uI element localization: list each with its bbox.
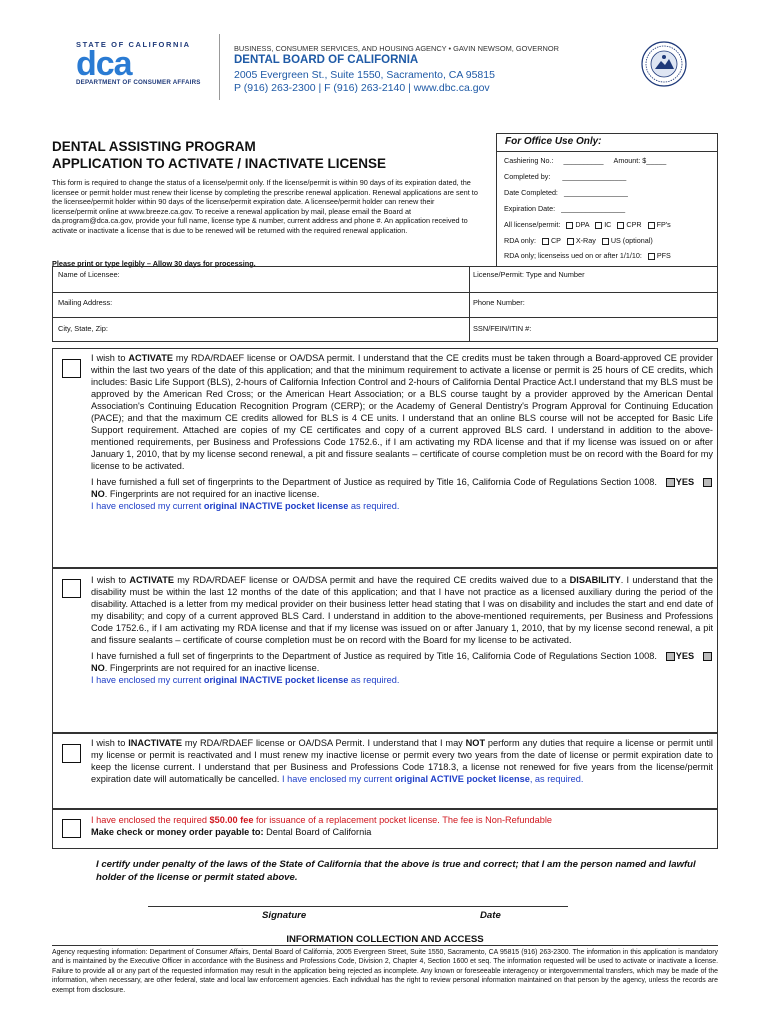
office-use-heading: For Office Use Only: — [497, 134, 717, 152]
title-line-1: DENTAL ASSISTING PROGRAM — [52, 139, 256, 154]
cashiering-label: Cashiering No.: — [504, 156, 554, 165]
cpr-label: CPR — [626, 220, 642, 229]
office-use-box — [496, 133, 718, 266]
pfs-checkbox[interactable] — [648, 253, 655, 260]
opt2-no-label: NO — [91, 663, 105, 673]
info-heading: INFORMATION COLLECTION AND ACCESS — [286, 934, 484, 945]
grid-divider-2 — [53, 317, 717, 318]
inactivate-checkbox[interactable] — [62, 744, 81, 763]
cashiering-blank: __________ — [563, 156, 604, 165]
opt2-enclosed-b: original INACTIVE pocket license — [203, 675, 349, 685]
expiration-date-blank: ________________ — [561, 204, 626, 213]
certification-statement: I certify under penalty of the laws of the State of California that the above is true and correct; that I am the person named and lawful holder of the license or permit stated above. — [96, 859, 696, 883]
opt1-enclosed-b: original INACTIVE pocket license — [203, 501, 349, 511]
completed-by-row — [504, 172, 626, 181]
option-activate-disability — [52, 568, 718, 733]
opt4-payable-label: Make check or money order payable to: — [91, 827, 264, 837]
rda-after-label: RDA only; licenseiss ued on or after 1/1/10: — [504, 251, 642, 260]
us-label: US (optional) — [610, 236, 653, 245]
xray-checkbox[interactable] — [567, 238, 574, 245]
logo-mark: dca — [76, 45, 132, 83]
opt4-text-a: I have enclosed the required — [91, 815, 210, 825]
opt2-activate-word: ACTIVATE — [129, 575, 174, 585]
opt1-fingerprint-text: I have furnished a full set of fingerprints to the Department of Justice as required by Title 16, California Code of Regulations Section 1008. — [91, 477, 657, 487]
name-field[interactable]: Name of Licensee: — [58, 270, 120, 279]
info-text: Agency requesting information: Department of Consumer Affairs, Dental Board of California, 2005 Evergreen Street, Suite 1550, Sacramento, CA 95815 (916) 263-2300. The information in this application is mandatory and is maintained by the Executive Officer in accordance with the Business and Professions Code, Division 2, Chapter 4, Section 1600 et seq. The information requested will be used to activate or inactivate a license. Failure to provide all or any part of the requested information may result in the application being rejected as incomplete. Any known or foreseeable interagency or intergovernmental transfers, which may be made of the information, when necessary, are other federal, state and local law enforcement agencies. Each individual has the right to review personal information maintained on that person by the agency, unless the records are exempt from disclosure. — [52, 949, 718, 994]
option-activate — [52, 348, 718, 568]
print-instruction: Please print or type legibly – Allow 30 days for processing. — [52, 259, 256, 268]
pfs-label: PFS — [656, 251, 671, 260]
cp-label: CP — [550, 236, 561, 245]
cpr-checkbox[interactable] — [617, 222, 624, 229]
licensee-info-grid — [52, 266, 718, 342]
rda-only-label: RDA only: — [504, 236, 536, 245]
opt2-enclosed-a: I have enclosed my current — [91, 675, 204, 685]
opt2-fingerprint-text: I have furnished a full set of fingerprints to the Department of Justice as required by Title 16, California Code of Regulations Section 1008. — [91, 651, 657, 661]
phone-number-field[interactable]: Phone Number: — [473, 298, 525, 307]
opt3-not-word: NOT — [465, 738, 486, 748]
opt3-enclosed-c: , as required. — [529, 774, 584, 784]
board-contact: P (916) 263-2300 | F (916) 263-2140 | www.dbc.ca.gov — [234, 82, 490, 94]
cp-checkbox[interactable] — [542, 238, 549, 245]
fps-checkbox[interactable] — [648, 222, 655, 229]
opt1-yes-checkbox[interactable] — [666, 478, 675, 487]
opt3-text-a: I wish to — [91, 738, 129, 748]
xray-label: X-Ray — [575, 236, 596, 245]
opt2-text-e: . I understand that the disability must be within the last 12 months of the date of this application; and that I have not practice as a licensed auxiliary during the period of the disability. Attached is a letter from my medical provider on their business letter head stating that I was on disability and includes the start and end date of my disability; and copy of a current approved BLS Card. I understand in addition to the above-mentioned requirements, per Business and Professions Code 1752.6., if I am activating my RDA license and that if my license was issued on or after January 1, 2010, that by my license second renewal, a pit and fissure sealants – certificate of course completion must be on record with the Board for my license to be activated. — [91, 575, 713, 645]
fps-label: FP's — [656, 220, 671, 229]
expiration-date-label: Expiration Date: — [504, 204, 556, 213]
signature-line[interactable] — [148, 906, 568, 907]
all-permit-label: All license/permit: — [504, 220, 561, 229]
option-inactivate-text — [91, 737, 713, 789]
opt2-yes-label: YES — [675, 651, 695, 661]
date-completed-row — [504, 188, 628, 197]
option-replacement — [52, 809, 718, 849]
rda-after-row — [504, 251, 671, 260]
opt1-enclosed-c: as required. — [348, 501, 400, 511]
opt1-fingerprint-end: . Fingerprints are not required for an inactive license. — [104, 489, 320, 499]
title-line-2: APPLICATION TO ACTIVATE / INACTIVATE LICENSE — [52, 156, 387, 171]
signature-label: Signature — [262, 910, 307, 921]
opt1-yes-label: YES — [675, 477, 695, 487]
opt3-text-c: my RDA/RDAEF license or OA/DSA Permit. I understand that I may — [181, 738, 466, 748]
date-completed-label: Date Completed: — [504, 188, 558, 197]
ic-label: IC — [604, 220, 612, 229]
board-name: DENTAL BOARD OF CALIFORNIA — [234, 54, 419, 66]
option-replacement-text — [91, 814, 713, 838]
ic-checkbox[interactable] — [595, 222, 602, 229]
opt1-no-checkbox[interactable] — [703, 478, 712, 487]
all-permit-row — [504, 220, 671, 229]
letterhead — [0, 0, 770, 112]
dpa-label: DPA — [575, 220, 590, 229]
cashiering-row — [504, 156, 666, 165]
grid-divider-1 — [53, 292, 717, 293]
activate-checkbox[interactable] — [62, 359, 81, 378]
rda-only-row — [504, 236, 653, 245]
opt1-text-a: I wish to — [91, 353, 129, 363]
ssn-field[interactable]: SSN/FEIN/ITIN #: — [473, 324, 532, 333]
opt3-enclosed-a: I have enclosed my current — [282, 774, 395, 784]
date-completed-blank: ________________ — [563, 188, 628, 197]
page-title — [52, 138, 386, 172]
opt2-enclosed-c: as required. — [348, 675, 400, 685]
opt2-text-a: I wish to — [91, 575, 130, 585]
logo-state-text: STATE OF CALIFORNIA — [76, 40, 191, 49]
board-address: 2005 Evergreen St., Suite 1550, Sacramento, CA 95815 — [234, 69, 495, 81]
opt1-no-label: NO — [91, 489, 105, 499]
logo-dept-text: DEPARTMENT OF CONSUMER AFFAIRS — [76, 79, 201, 86]
opt2-text-c: my RDA/RDAEF license or OA/DSA permit and have the required CE credits waived due to a — [173, 575, 570, 585]
completed-by-label: Completed by: — [504, 172, 551, 181]
us-checkbox[interactable] — [602, 238, 609, 245]
agency-line: BUSINESS, CONSUMER SERVICES, AND HOUSING AGENCY • GAVIN NEWSOM, GOVERNOR — [234, 44, 559, 53]
header-divider — [219, 34, 220, 100]
option-inactivate — [52, 733, 718, 809]
replacement-checkbox[interactable] — [62, 819, 81, 838]
opt3-enclosed-b: original ACTIVE pocket license — [394, 774, 530, 784]
opt2-yes-checkbox[interactable] — [666, 652, 675, 661]
city-state-zip-field[interactable]: City, State, Zip: — [58, 324, 108, 333]
opt4-fee: $50.00 fee — [209, 815, 254, 825]
option-disability-text — [91, 574, 713, 690]
completed-by-blank: ________________ — [562, 172, 627, 181]
opt2-disability-word: DISABILITY — [569, 575, 621, 585]
info-divider — [52, 945, 718, 946]
california-seal-icon — [641, 41, 687, 87]
expiration-date-row — [504, 204, 625, 213]
opt1-text-c: my RDA/RDAEF license or OA/DSA permit. I understand that the CE credits must be taken through a Board-approved CE provider within the last two years of the date of this application; and that the minimum requirement to activate a license or permit is 25 hours of CE credits, which includes: Basic Life Support (BLS), 2-hours of California Infection Control and 2-hours of California Dental Practice Act.I understand that my BLS must be approved by the American Red Cross; or the American Heart Association; or a BLS course taught by a provider approved by the American Dental Association's Continuing Education Recognition Program (CERP); or the Academy of General Dentistry's Program Approval for Continuing Education (PACE); and that the maximum CE credits allowed for BLS is 4 CE units. I understand that an online BLS course will not be accepted for Basic Life Support requirement. Attached are copies of my CE certificates and copy of a current approved BLS card. I understand in addition to the above-mentioned requirements, per Business and Professions Code 1752.6., if I am activating my RDA license and that if my license was issued on or after January 1, 2010, that by my license second renewal, a pit and fissure sealants – certificate of course completion must be on record with the Board for my license to be activated. — [91, 353, 713, 471]
opt3-inactivate-word: INACTIVATE — [128, 738, 182, 748]
option-activate-text — [91, 352, 713, 516]
opt1-activate-word: ACTIVATE — [128, 353, 173, 363]
date-label: Date — [480, 910, 501, 921]
opt3-text-e: perform any duties that require a license or permit until my license or permit is reactivated and I must renew my inactive license or permit every two years from the date of license or permit expiration date to keep the license current. I understand that per Business and Professions Code 1718.3, a license not renewed for five years from the license/permit expiration date will automatically be cancelled. — [91, 738, 713, 784]
intro-paragraph: This form is required to change the status of a license/permit only. If the license/permit is within 90 days of its expiration dated, the licensee or permit holder must renew their license by completing the prescribe renewal application. Renewal applications are sent to the licensee/permit holder within 90 days of the license/permit expiration date. A licensee/permit holder can renew their license/permit online at www.breeze.ca.gov. To receive a renewal application by mail, please email the Board at da.program@dca.ca.gov, provide your full name, license type & number, current address and phone #. An application received to activate or inactivate a license that is due to be renewed will be returned with the required renewal application. — [52, 178, 478, 235]
disability-checkbox[interactable] — [62, 579, 81, 598]
opt4-text-c: for issuance of a replacement pocket license. The fee is Non-Refundable — [253, 815, 553, 825]
opt1-enclosed-a: I have enclosed my current — [91, 501, 204, 511]
dpa-checkbox[interactable] — [566, 222, 573, 229]
opt2-no-checkbox[interactable] — [703, 652, 712, 661]
opt4-payable-value: Dental Board of California — [263, 827, 372, 837]
grid-vertical-divider — [469, 267, 470, 341]
license-type-field[interactable]: License/Permit: Type and Number — [473, 270, 585, 279]
mailing-address-field[interactable]: Mailing Address: — [58, 298, 113, 307]
opt2-fingerprint-end: . Fingerprints are not required for an inactive license. — [104, 663, 320, 673]
amount-label: Amount: $_____ — [613, 156, 667, 165]
dca-logo — [76, 40, 204, 92]
